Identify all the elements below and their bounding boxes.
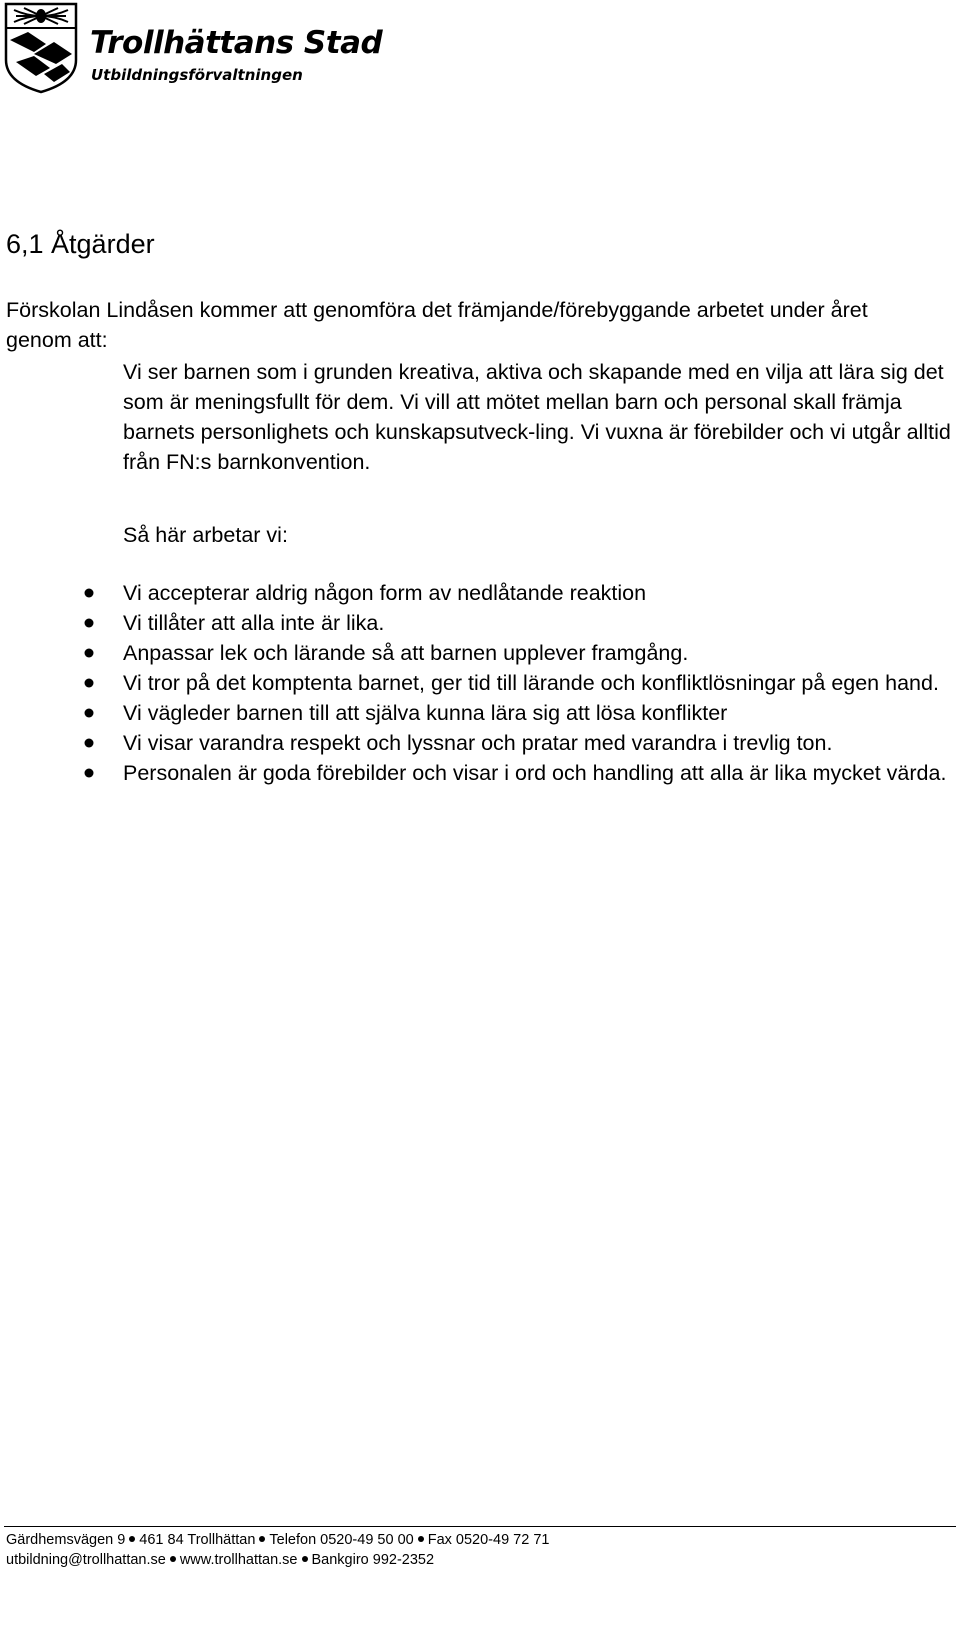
bullet-dot-icon bbox=[84, 588, 94, 598]
separator-dot-icon bbox=[418, 1536, 424, 1542]
bullet-dot-icon bbox=[84, 648, 94, 658]
bullet-dot-icon bbox=[84, 708, 94, 718]
separator-dot-icon bbox=[302, 1556, 308, 1562]
municipal-crest-logo bbox=[4, 2, 78, 94]
list-item-text: Vi accepterar aldrig någon form av nedlåtande reaktion bbox=[123, 581, 647, 605]
footer-address: Gärdhemsvägen 9 bbox=[6, 1532, 126, 1548]
bullet-dot-icon bbox=[84, 618, 94, 628]
department-name: Utbildningsförvaltningen bbox=[91, 66, 303, 84]
bullet-dot-icon bbox=[84, 678, 94, 688]
list-item bbox=[0, 608, 960, 638]
list-item-text: Vi tillåter att alla inte är lika. bbox=[123, 611, 385, 635]
list-item-text: Vi tror på det komptenta barnet, ger tid till lärande och konfliktlösningar på egen hand. bbox=[123, 671, 939, 695]
separator-dot-icon bbox=[259, 1536, 265, 1542]
list-item-text: Vi visar varandra respekt och lyssnar och pratar med varandra i trevlig ton. bbox=[123, 731, 833, 755]
list-item-text: Anpassar lek och lärande så att barnen upplever framgång. bbox=[123, 641, 689, 665]
list-item bbox=[0, 698, 960, 728]
footer-line-web bbox=[6, 1550, 549, 1570]
intro-paragraph: Förskolan Lindåsen kommer att genomföra det främjande/förebyggande arbetet under året genom att: bbox=[6, 298, 868, 352]
footer-website[interactable]: www.trollhattan.se bbox=[179, 1552, 298, 1568]
vision-paragraph: Vi ser barnen som i grunden kreativa, aktiva och skapande med en vilja att lära sig det som är meningsfullt för dem. Vi vill att mötet mellan barn och personal skall främja barnets personlighets och kunskapsutveck-ling. Vi vuxna är förebilder och vi utgår alltid från FN:s barnkonvention. bbox=[123, 360, 951, 474]
organization-name: Trollhättans Stad bbox=[90, 25, 383, 61]
list-item bbox=[0, 638, 960, 668]
footer-phone: Telefon 0520-49 50 00 bbox=[269, 1532, 414, 1548]
separator-dot-icon bbox=[170, 1556, 176, 1562]
action-list bbox=[0, 578, 960, 788]
list-item bbox=[0, 668, 960, 698]
list-item bbox=[0, 728, 960, 758]
separator-dot-icon bbox=[129, 1536, 135, 1542]
footer bbox=[6, 1530, 549, 1570]
footer-email[interactable]: utbildning@trollhattan.se bbox=[6, 1552, 166, 1568]
footer-fax: Fax 0520-49 72 71 bbox=[427, 1532, 550, 1548]
letterhead bbox=[4, 2, 404, 94]
footer-line-contact bbox=[6, 1530, 549, 1550]
bullet-dot-icon bbox=[84, 738, 94, 748]
footer-bankgiro: Bankgiro 992-2352 bbox=[311, 1552, 435, 1568]
subheading: Så här arbetar vi: bbox=[123, 523, 288, 547]
footer-postal: 461 84 Trollhättan bbox=[139, 1532, 256, 1548]
list-item bbox=[0, 758, 960, 788]
list-item bbox=[0, 578, 960, 608]
list-item-text: Personalen är goda förebilder och visar i ord och handling att alla är lika mycket värda. bbox=[123, 761, 947, 785]
list-item-text: Vi vägleder barnen till att själva kunna lära sig att lösa konflikter bbox=[123, 701, 728, 725]
footer-divider bbox=[4, 1526, 956, 1527]
section-title: 6,1 Åtgärder bbox=[6, 229, 155, 259]
bullet-dot-icon bbox=[84, 768, 94, 778]
